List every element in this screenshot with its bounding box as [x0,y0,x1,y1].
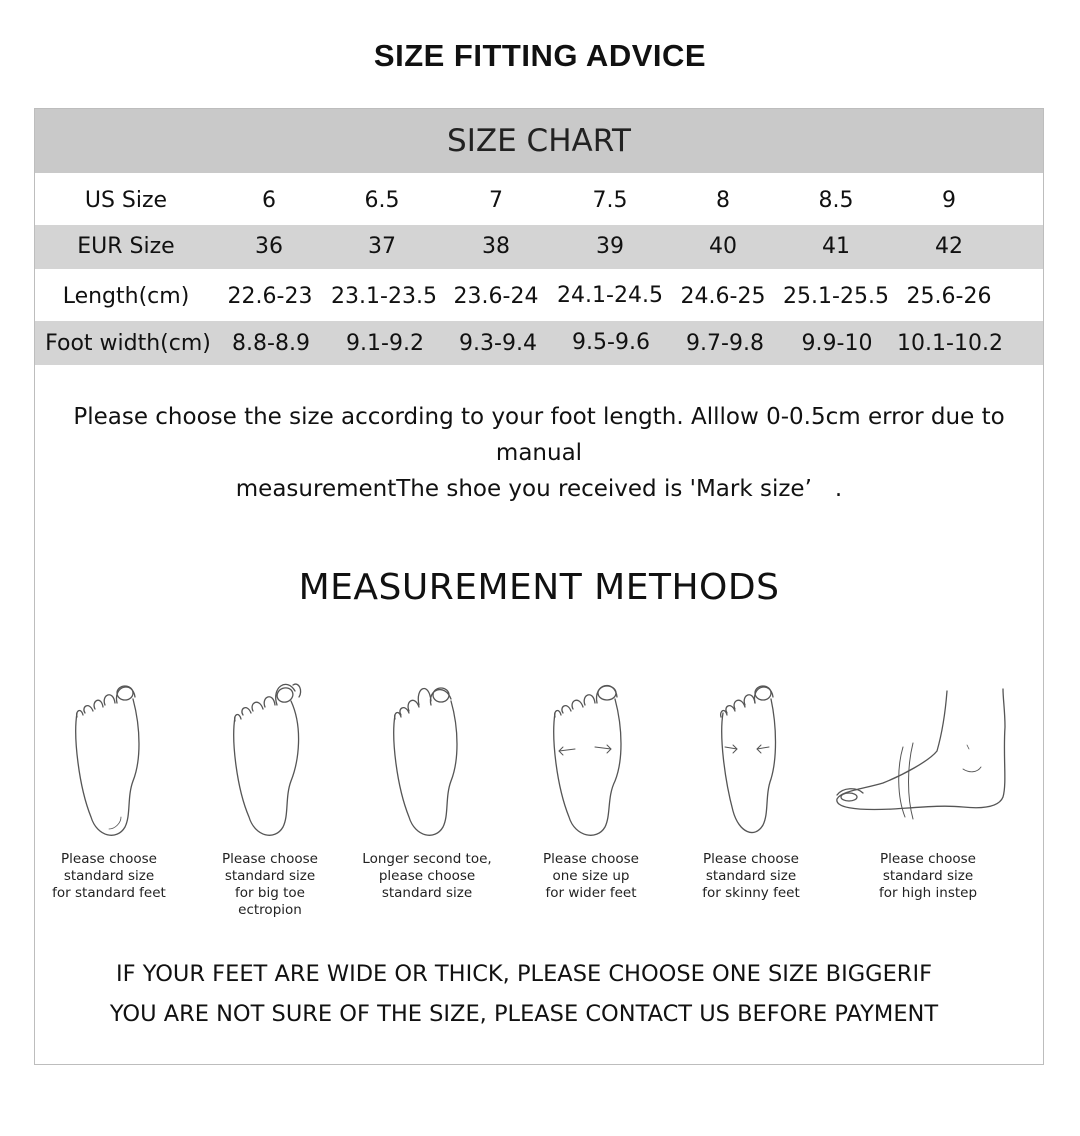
wide-foot-icon [549,677,629,843]
eur-size-row [35,225,1043,269]
row-label: Foot width(cm) [45,331,211,356]
table-cell: 7.5 [592,188,628,213]
caption-line: for big toe [235,885,305,901]
table-cell: 8 [716,188,730,213]
caption-line: standard size [381,885,473,901]
caption-line: for standard feet [52,885,166,901]
table-cell: 10.1-10.2 [897,331,1003,356]
long-second-toe-foot-caption [347,851,507,902]
row-label: US Size [84,188,168,213]
size-note-line-2: measurementThe shoe you received is 'Mark size’ . [235,476,843,502]
skinny-foot-caption [671,851,831,902]
caption-line: standard size [63,868,155,884]
size-note [35,399,1043,507]
size-chart-panel [34,108,1044,1065]
table-cell: 24.6-25 [680,284,766,309]
footer-advice-line-2: YOU ARE NOT SURE OF THE SIZE, PLEASE CONTACT US BEFORE PAYMENT [109,1001,939,1027]
size-chart-header: SIZE CHART [35,109,1043,173]
caption-line: for skinny feet [702,885,800,901]
caption-line: standard size [882,868,974,884]
standard-foot-icon [69,677,149,843]
table-cell: 9.3-9.4 [459,331,537,356]
table-cell: 9.1-9.2 [346,331,424,356]
table-cell: 9.5-9.6 [572,330,650,355]
long-second-toe-foot-icon [387,677,467,843]
big-toe-foot-icon [229,677,309,843]
measurement-methods-title: MEASUREMENT METHODS [298,567,780,608]
table-cell: 41 [822,234,850,259]
table-cell: 9 [942,188,956,213]
caption-line: Please choose [222,851,318,867]
table-cell: 7 [489,188,503,213]
table-cell: 24.1-24.5 [557,283,663,308]
table-cell: 25.1-25.5 [783,284,889,309]
caption-line: ectropion [238,902,302,918]
table-cell: 8.5 [818,188,854,213]
size-note-line-1: Please choose the size according to your foot length. Alllow 0-0.5cm error due to manual [73,404,1005,466]
table-cell: 25.6-26 [906,284,992,309]
caption-line: Please choose [543,851,639,867]
table-cell: 39 [596,234,624,259]
row-label: Length(cm) [62,284,190,309]
table-cell: 23.1-23.5 [331,284,437,309]
wide-foot-caption [511,851,671,902]
length-row [35,269,1043,321]
table-cell: 38 [482,234,510,259]
caption-line: standard size [705,868,797,884]
row-label: EUR Size [77,234,175,259]
table-cell: 6.5 [364,188,400,213]
foot-width-row [35,321,1043,365]
table-cell: 37 [368,234,396,259]
table-cell: 9.9-10 [801,331,873,356]
table-cell: 42 [935,234,963,259]
table-cell: 40 [709,234,737,259]
caption-line: Please choose [880,851,976,867]
footer-advice-line-1: IF YOUR FEET ARE WIDE OR THICK, PLEASE CHOOSE ONE SIZE BIGGERIF [115,961,933,987]
caption-line: Longer second toe, [362,851,492,867]
big-toe-foot-caption [190,851,350,919]
table-cell: 9.7-9.8 [686,331,764,356]
high-instep-foot-icon [833,687,1013,827]
us-size-row [35,177,1043,225]
caption-line: one size up [552,868,630,884]
caption-line: for high instep [878,885,978,901]
table-cell: 22.6-23 [227,284,313,309]
caption-line: Please choose [61,851,157,867]
high-instep-foot-caption [848,851,1008,902]
standard-foot-caption [29,851,189,902]
table-cell: 23.6-24 [453,284,539,309]
caption-line: standard size [224,868,316,884]
caption-line: Please choose [703,851,799,867]
caption-line: please choose [378,868,476,884]
skinny-foot-icon [715,677,785,843]
table-cell: 8.8-8.9 [232,331,310,356]
caption-line: for wider feet [545,885,637,901]
table-cell: 36 [255,234,283,259]
page-title: SIZE FITTING ADVICE [373,38,707,73]
table-cell: 6 [262,188,276,213]
